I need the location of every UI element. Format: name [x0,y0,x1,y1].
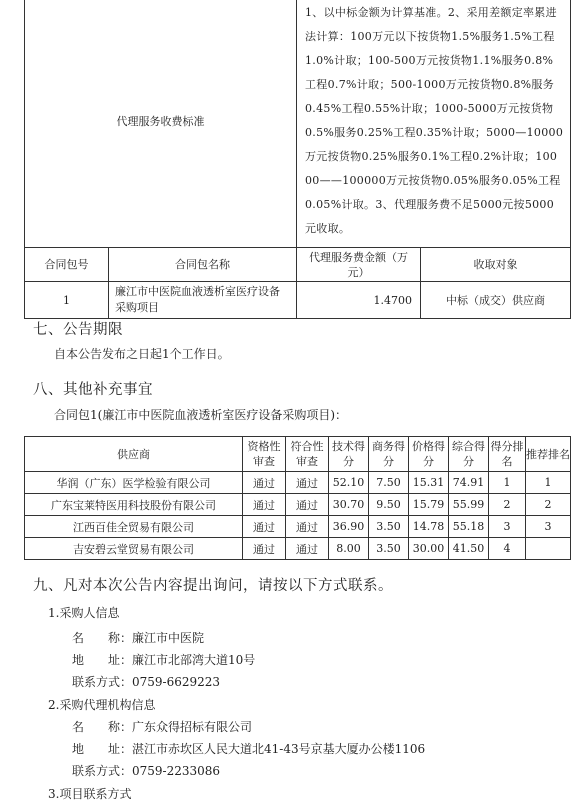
qualification-result: 通过 [243,538,286,560]
score-rank: 2 [489,494,526,516]
price-score: 15.79 [409,494,449,516]
header-total-score: 综合得分 [449,437,489,472]
table-row [25,472,571,494]
total-score: 74.91 [449,472,489,494]
total-score: 41.50 [449,538,489,560]
header-business-score: 商务得分 [369,437,409,472]
fee-table [24,0,571,319]
section-8-subtitle: 合同包1(廉江市中医院血液透析室医疗设备采购项目)： [54,408,348,422]
header-compliance: 符合性审查 [286,437,329,472]
fee-table-header-row [25,248,571,282]
compliance-result: 通过 [286,494,329,516]
tech-score: 8.00 [329,538,369,560]
score-rank: 3 [489,516,526,538]
agent-phone-label: 联系方式： [72,764,133,778]
buyer-name: 廉江市中医院 [132,631,205,645]
project-contact-heading: 3.项目联系方式 [48,787,132,801]
agent-name-line [72,718,252,735]
header-qualification: 资格性审查 [243,437,286,472]
buyer-heading: 1.采购人信息 [48,606,120,620]
header-fee-amount: 代理服务费金额（万元） [297,248,421,282]
compliance-result: 通过 [286,538,329,560]
section-9-title: 九、凡对本次公告内容提出询问，请按以下方式联系。 [33,578,393,594]
header-package-no: 合同包号 [25,248,109,282]
agent-address: 湛江市赤坎区人民大道北41-43号京基大厦办公楼1106 [132,742,426,756]
section-7-title: 七、公告期限 [33,322,123,338]
score-rank: 4 [489,538,526,560]
business-score: 7.50 [369,472,409,494]
supplier-name: 江西百佳全贸易有限公司 [25,516,243,538]
qualification-result: 通过 [243,516,286,538]
section-7-text: 自本公告发布之日起1个工作日。 [54,347,230,361]
table-row [25,516,571,538]
table-row [25,494,571,516]
buyer-phone-line [72,673,220,690]
header-price-score: 价格得分 [409,437,449,472]
agent-address-line [72,740,425,757]
qualification-result: 通过 [243,494,286,516]
header-score-rank: 得分排名 [489,437,526,472]
agent-name-label: 名 称： [72,720,133,734]
qualification-result: 通过 [243,472,286,494]
agent-name: 广东众得招标有限公司 [132,720,253,734]
fee-standard-text: 1、以中标金额为计算基准。2、采用差额定率累进法计算：100万元以下按货物1.5%服务1.5%工程1.0%计取；100-500万元按货物1.1%服务0.8%工程0.7%计取；500-1000万元按货物0.8%服务0.45%工程0.55%计取；1000-5000万元按货物0.5%服务0.25%工程0.35%计取；5000—10000万元按货物0.25%服务0.1%工程0.2%计取；10000——100000万元按货物0.05%服务0.05%工程0.05%计取。3、代理服务费不足5000元按5000元收取。 [297,0,571,248]
supplier-name: 广东宝莱特医用科技股份有限公司 [25,494,243,516]
price-score: 15.31 [409,472,449,494]
header-collect-target: 收取对象 [421,248,571,282]
agent-phone-line [72,762,220,779]
buyer-name-line [72,629,204,646]
buyer-phone-label: 联系方式： [72,675,133,689]
tech-score: 30.70 [329,494,369,516]
header-supplier: 供应商 [25,437,243,472]
package-name: 廉江市中医院血液透析室医疗设备采购项目 [109,282,297,319]
tech-score: 52.10 [329,472,369,494]
section-8-title: 八、其他补充事宜 [33,382,153,398]
table-row [25,282,571,319]
price-score: 30.00 [409,538,449,560]
score-rank: 1 [489,472,526,494]
recommend-rank: 3 [526,516,571,538]
total-score: 55.99 [449,494,489,516]
buyer-address-line [72,651,255,668]
business-score: 9.50 [369,494,409,516]
fee-standard-label: 代理服务收费标准 [25,0,297,248]
business-score: 3.50 [369,538,409,560]
recommend-rank: 1 [526,472,571,494]
collect-target: 中标（成交）供应商 [421,282,571,319]
fee-standard-row [25,0,571,248]
agent-address-label: 地 址： [72,742,133,756]
supplier-name: 吉安碧云堂贸易有限公司 [25,538,243,560]
table-row [25,538,571,560]
recommend-rank: 2 [526,494,571,516]
price-score: 14.78 [409,516,449,538]
buyer-name-label: 名 称： [72,631,133,645]
agent-phone: 0759-2233086 [132,764,221,778]
total-score: 55.18 [449,516,489,538]
compliance-result: 通过 [286,472,329,494]
package-no: 1 [25,282,109,319]
bid-result-table [24,436,571,560]
tech-score: 36.90 [329,516,369,538]
header-package-name: 合同包名称 [109,248,297,282]
agent-heading: 2.采购代理机构信息 [48,698,156,712]
supplier-name: 华润（广东）医学检验有限公司 [25,472,243,494]
buyer-address: 廉江市北部湾大道10号 [132,653,256,667]
bid-table-header-row [25,437,571,472]
buyer-phone: 0759-6629223 [132,675,221,689]
header-tech-score: 技术得分 [329,437,369,472]
business-score: 3.50 [369,516,409,538]
fee-amount: 1.4700 [297,282,421,319]
recommend-rank [526,538,571,560]
compliance-result: 通过 [286,516,329,538]
header-recommend-rank: 推荐排名 [526,437,571,472]
buyer-address-label: 地 址： [72,653,133,667]
